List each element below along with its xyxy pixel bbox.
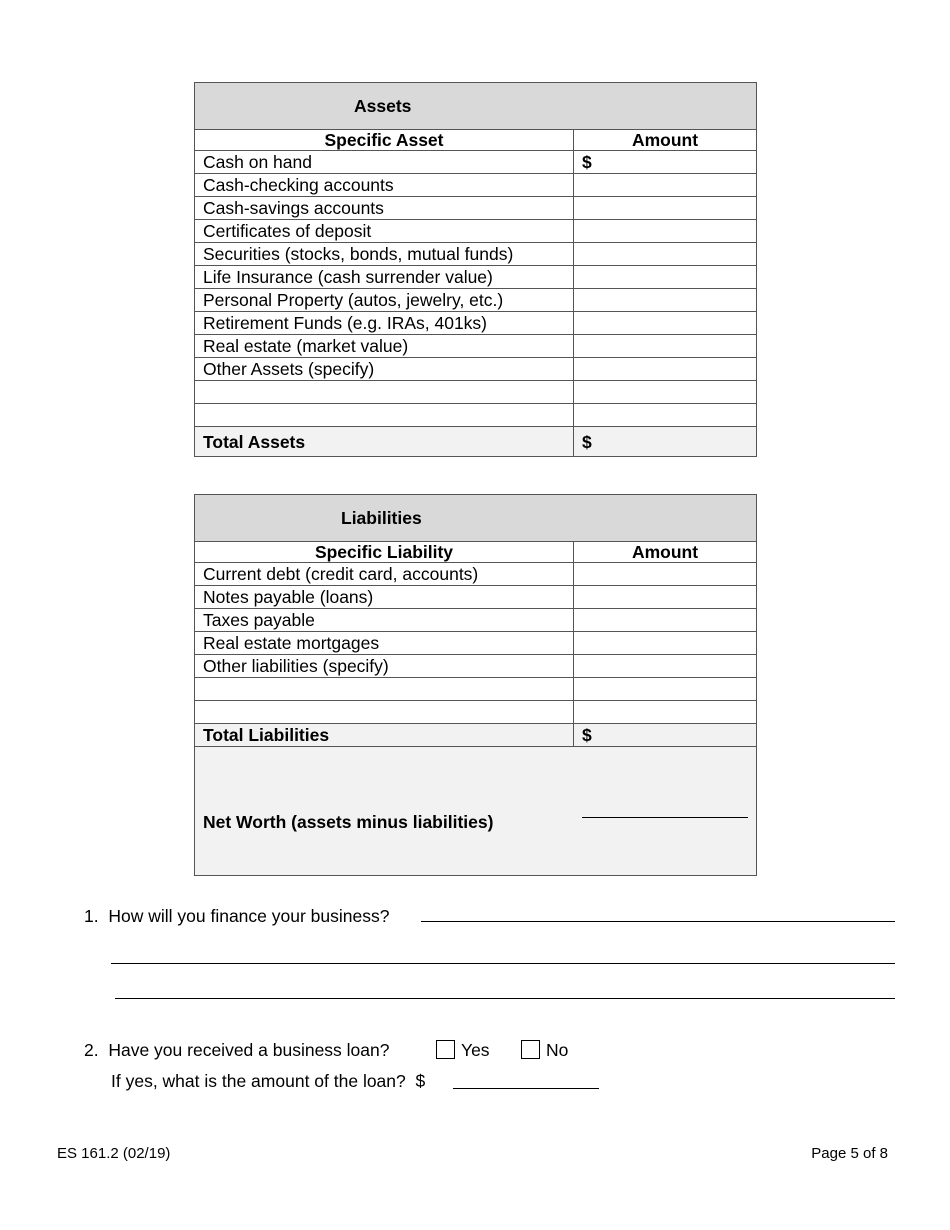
asset-amount-field[interactable] [574,404,757,427]
liability-amount-field[interactable] [574,609,757,632]
asset-amount-cash-on-hand[interactable] [574,151,757,174]
liability-label: Real estate mortgages [195,632,574,655]
asset-amount-field[interactable] [574,381,757,404]
asset-blank-label-field[interactable] [195,404,574,427]
yes-label: Yes [461,1040,490,1060]
net-worth-label: Net Worth (assets minus liabilities) [195,747,574,876]
question-2-number: 2. [84,1040,99,1060]
question-1-answer-line-3[interactable] [115,998,895,999]
net-worth-cell [574,747,757,876]
net-worth-input-line[interactable] [582,795,749,818]
asset-amount-field[interactable] [574,358,757,381]
page-number: Page 5 of 8 [811,1145,888,1162]
liability-label: Taxes payable [195,609,574,632]
asset-amount-field[interactable] [574,266,757,289]
loan-dollar-sign: $ [415,1071,426,1091]
liability-label: Other liabilities (specify) [195,655,574,678]
asset-amount-field[interactable] [574,197,757,220]
dollar-sign: $ [582,152,592,172]
asset-label-cash-on-hand: Cash on hand [195,151,574,174]
assets-table [194,82,757,457]
no-label: No [546,1040,569,1060]
assets-title: Assets [354,96,412,116]
asset-label: Retirement Funds (e.g. IRAs, 401ks) [195,312,574,335]
loan-amount-text: If yes, what is the amount of the loan? [111,1071,406,1091]
dollar-sign: $ [582,431,592,452]
question-1-answer-line-2[interactable] [111,963,895,964]
total-liabilities-label: Total Liabilities [195,724,574,747]
liability-label: Current debt (credit card, accounts) [195,563,574,586]
question-1-answer-line-1[interactable] [421,921,895,922]
question-1-number: 1. [84,906,99,926]
no-option[interactable] [521,1040,568,1061]
dollar-sign: $ [582,725,592,745]
asset-label: Life Insurance (cash surrender value) [195,266,574,289]
liabilities-title-cell [195,495,757,542]
question-1-text: How will you finance your business? [108,906,390,926]
liabilities-title: Liabilities [341,508,422,528]
asset-label: Cash-checking accounts [195,174,574,197]
liability-amount-field[interactable] [574,632,757,655]
question-2 [84,1040,390,1061]
asset-label: Real estate (market value) [195,335,574,358]
liability-blank-label-field[interactable] [195,701,574,724]
question-2-text: Have you received a business loan? [108,1040,390,1060]
asset-label: Other Assets (specify) [195,358,574,381]
asset-column-header: Specific Asset [195,130,574,151]
asset-label: Securities (stocks, bonds, mutual funds) [195,243,574,266]
asset-label: Certificates of deposit [195,220,574,243]
asset-label: Personal Property (autos, jewelry, etc.) [195,289,574,312]
liability-label: Notes payable (loans) [195,586,574,609]
asset-blank-label-field[interactable] [195,381,574,404]
asset-amount-field[interactable] [574,174,757,197]
total-assets-label: Total Assets [195,427,574,457]
question-1 [84,906,389,927]
total-liabilities-amount[interactable] [574,724,757,747]
asset-amount-field[interactable] [574,220,757,243]
asset-amount-header: Amount [574,130,757,151]
asset-amount-field[interactable] [574,312,757,335]
asset-label: Cash-savings accounts [195,197,574,220]
liability-amount-field[interactable] [574,655,757,678]
liability-column-header: Specific Liability [195,542,574,563]
loan-amount-input-line[interactable] [453,1088,599,1089]
asset-amount-field[interactable] [574,289,757,312]
liability-amount-field[interactable] [574,586,757,609]
yes-checkbox[interactable] [436,1040,455,1059]
total-assets-amount[interactable] [574,427,757,457]
loan-amount-question [111,1071,425,1092]
asset-amount-field[interactable] [574,243,757,266]
liability-amount-field[interactable] [574,701,757,724]
asset-amount-field[interactable] [574,335,757,358]
no-checkbox[interactable] [521,1040,540,1059]
yes-option[interactable] [436,1040,490,1061]
form-id: ES 161.2 (02/19) [57,1145,171,1162]
liabilities-table [194,494,757,876]
assets-title-cell [195,83,757,130]
liability-amount-field[interactable] [574,563,757,586]
liability-amount-field[interactable] [574,678,757,701]
liability-amount-header: Amount [574,542,757,563]
liability-blank-label-field[interactable] [195,678,574,701]
